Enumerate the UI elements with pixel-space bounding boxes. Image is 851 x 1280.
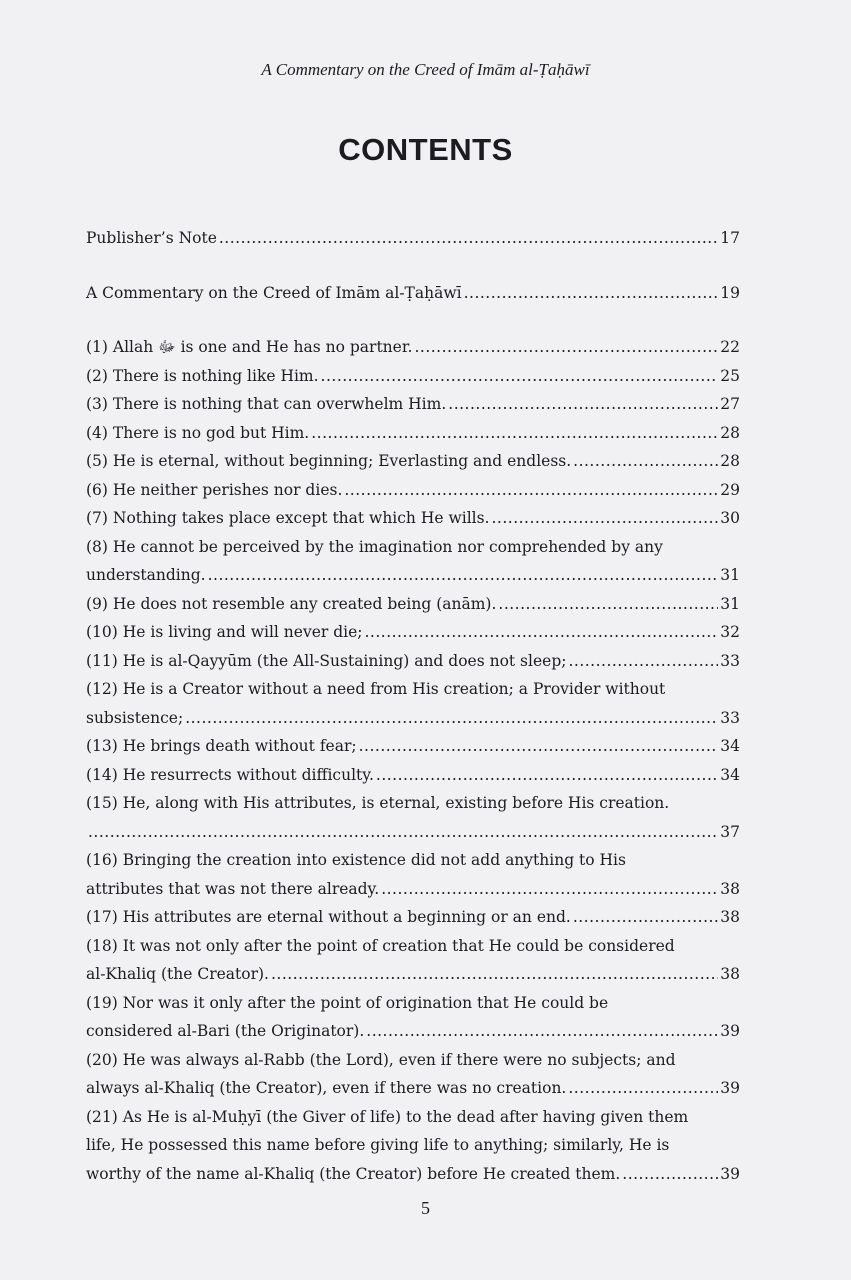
page-number: 5 [421, 1198, 430, 1218]
toc-entry-label: (6) He neither perishes nor dies. [86, 480, 343, 499]
toc-entry[interactable] [86, 390, 740, 419]
toc-entry-publishers-note[interactable] [86, 224, 740, 253]
dot-leader [381, 875, 718, 904]
toc-entry-label: (4) There is no god but Him. [86, 423, 310, 442]
toc-entry-list [86, 333, 740, 1188]
toc-entry-commentary[interactable] [86, 279, 740, 308]
toc-entry-label: (16) Bringing the creation into existence did not add anything to His [86, 851, 626, 869]
toc-entry-label: (17) His attributes are eternal without a beginning or an end. [86, 908, 571, 926]
toc-entry-label: (14) He resurrects without difficulty. [86, 765, 374, 784]
toc-entry-label: (15) He, along with His attributes, is eternal, existing before His creation. [86, 794, 670, 812]
dot-leader [88, 818, 718, 847]
toc-entry[interactable] [86, 675, 740, 732]
dot-leader [491, 504, 718, 533]
dot-leader [622, 1160, 718, 1189]
dot-leader [464, 279, 719, 308]
toc-entry[interactable] [86, 789, 740, 846]
toc-entry[interactable] [86, 647, 740, 676]
toc-page-number: 28 [720, 452, 740, 470]
toc-entry[interactable] [86, 533, 740, 590]
toc-entry-label: (9) He does not resemble any created being (anām). [86, 594, 497, 613]
dot-leader [573, 903, 718, 932]
toc-entry[interactable] [86, 419, 740, 448]
toc-page-number: 38 [720, 879, 740, 898]
toc-entry-label: A Commentary on the Creed of Imām al-Ṭaḥāwī [86, 283, 462, 302]
toc-page-number: 27 [720, 395, 740, 413]
toc-entry-label: (11) He is al-Qayyūm (the All-Sustaining) and does not sleep; [86, 651, 567, 670]
dot-leader [311, 419, 718, 448]
toc-entry-label: subsistence; [86, 708, 184, 727]
toc-page-number: 39 [720, 1164, 740, 1183]
dot-leader [359, 732, 719, 761]
toc-entry-label: always al-Khaliq (the Creator), even if there was no creation. [86, 1079, 567, 1097]
dot-leader [185, 704, 718, 733]
dot-leader [365, 618, 719, 647]
toc-entry[interactable] [86, 989, 740, 1046]
dot-leader [208, 561, 719, 590]
toc-page-number: 37 [720, 822, 740, 841]
toc-entry-label: (3) There is nothing that can overwhelm Him. [86, 395, 447, 413]
toc-page-number: 33 [720, 651, 740, 670]
toc-entry[interactable] [86, 333, 740, 362]
toc-page-number: 33 [720, 708, 740, 727]
running-head: A Commentary on the Creed of Imām al-Ṭaḥāwī [261, 60, 590, 79]
toc-entry-label: (13) He brings death without fear; [86, 737, 357, 755]
toc-entry-label: Publisher’s Note [86, 229, 217, 247]
toc-page-number: 39 [720, 1022, 740, 1040]
toc-page-number: 28 [720, 423, 740, 442]
toc-entry[interactable] [86, 732, 740, 761]
toc-entry-label: attributes that was not there already. [86, 879, 380, 898]
toc-page-number: 38 [720, 908, 740, 926]
toc-entry-label: al-Khaliq (the Creator). [86, 965, 269, 983]
toc-entry[interactable] [86, 903, 740, 932]
dot-leader [448, 390, 718, 419]
toc-entry-label: (8) He cannot be perceived by the imagination nor comprehended by any [86, 537, 663, 556]
dot-leader [344, 476, 718, 505]
toc-entry[interactable] [86, 846, 740, 903]
dot-leader [376, 761, 718, 790]
toc-entry-label: (12) He is a Creator without a need from His creation; a Provider without [86, 680, 666, 698]
page-title: CONTENTS [338, 132, 513, 167]
dot-leader [568, 647, 718, 676]
toc-page-number: 34 [720, 737, 740, 755]
dot-leader [271, 960, 718, 989]
toc-entry[interactable] [86, 476, 740, 505]
toc-entry-label: (20) He was always al-Rabb (the Lord), even if there were no subjects; and [86, 1050, 676, 1069]
dot-leader [573, 447, 718, 476]
toc-entry[interactable] [86, 761, 740, 790]
toc-entry-label: (1) Allah ﷻ is one and He has no partner. [86, 338, 413, 356]
table-of-contents [86, 224, 740, 1188]
toc-page-number: 30 [720, 509, 740, 527]
toc-page-number: 31 [720, 566, 740, 584]
toc-entry-label: (2) There is nothing like Him. [86, 366, 319, 385]
toc-page-number: 22 [720, 338, 740, 356]
toc-page-number: 31 [720, 594, 740, 613]
toc-page-number: 38 [720, 965, 740, 983]
toc-entry[interactable] [86, 1103, 740, 1189]
dot-leader [219, 224, 718, 253]
toc-page-number: 39 [720, 1079, 740, 1097]
toc-page-number: 17 [720, 229, 740, 247]
toc-entry-label: (10) He is living and will never die; [86, 623, 363, 641]
dot-leader [414, 333, 718, 362]
toc-entry-label: life, He possessed this name before giving life to anything; similarly, He is [86, 1136, 670, 1154]
dot-leader [321, 362, 719, 391]
toc-entry-label: understanding. [86, 566, 206, 584]
toc-entry[interactable] [86, 1046, 740, 1103]
toc-entry-label: (19) Nor was it only after the point of origination that He could be [86, 993, 609, 1012]
toc-page-number: 34 [720, 765, 740, 784]
toc-entry-label: considered al-Bari (the Originator). [86, 1022, 365, 1040]
toc-entry-label: (18) It was not only after the point of creation that He could be considered [86, 936, 675, 955]
toc-page-number: 19 [720, 283, 740, 302]
dot-leader [568, 1074, 718, 1103]
toc-entry-label: (21) As He is al-Muḥyī (the Giver of life) to the dead after having given them [86, 1107, 689, 1126]
toc-entry[interactable] [86, 362, 740, 391]
toc-page-number: 25 [720, 366, 740, 385]
dot-leader [498, 590, 718, 619]
toc-entry[interactable] [86, 447, 740, 476]
toc-entry[interactable] [86, 932, 740, 989]
toc-page-number: 29 [720, 480, 740, 499]
toc-entry-label: (7) Nothing takes place except that which He wills. [86, 509, 490, 527]
toc-page-number: 32 [720, 623, 740, 641]
toc-entry[interactable] [86, 590, 740, 619]
toc-entry[interactable] [86, 618, 740, 647]
toc-entry-label: worthy of the name al-Khaliq (the Creator) before He created them. [86, 1164, 621, 1183]
toc-entry[interactable] [86, 504, 740, 533]
dot-leader [366, 1017, 718, 1046]
toc-entry-label: (5) He is eternal, without beginning; Everlasting and endless. [86, 452, 572, 470]
